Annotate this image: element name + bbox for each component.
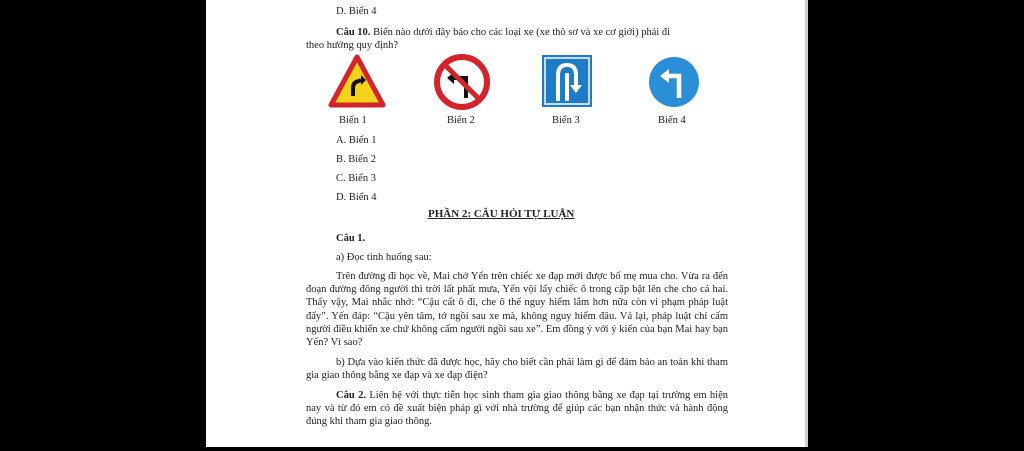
question-10-line1: [336, 26, 670, 39]
option-c: C. Biển 3: [336, 173, 376, 184]
question-2-text: Liên hệ với thực tiễn học sinh tham gia giao thông bằng xe đạp tại trường em hiện nay và từ đó em có đề xuất biện pháp gì với nhà trường để giúp các bạn nhận thức và hành động đúng khi tham gia giao thông.: [306, 390, 728, 428]
question-10-label: Câu 10.: [336, 27, 371, 38]
sign-1-caption: Biển 1: [339, 115, 367, 126]
sign-3-caption: Biển 3: [552, 115, 580, 126]
question-2: [306, 389, 728, 429]
turn-left-mandatory-sign-icon: [648, 56, 700, 108]
option-d: D. Biển 4: [336, 192, 377, 203]
no-left-turn-sign-icon: [434, 54, 490, 110]
u-turn-lane-sign-icon: [542, 55, 592, 107]
question-1a: a) Đọc tình huống sau:: [336, 252, 432, 263]
question-1-label: Câu 1.: [336, 233, 366, 244]
document-page: [206, 0, 808, 447]
question-2-label: Câu 2.: [336, 390, 366, 401]
question-10-text1: Biển nào dưới đây báo cho các loại xe (xe thô sơ và xe cơ giới) phải đi: [370, 27, 671, 38]
sign-4-caption: Biển 4: [658, 115, 686, 126]
question-1b: b) Dựa vào kiến thức đã được học, hãy cho biết cần phải làm gì để đảm bảo an toàn khi tham gia giao thông bằng xe đạp và xe đạp điện?: [306, 357, 728, 382]
left-curve-warning-sign-icon: [328, 54, 386, 108]
option-d-previous: D. Biển 4: [336, 6, 377, 17]
option-a: A. Biển 1: [336, 135, 377, 146]
part-2-heading: PHẦN 2: CÂU HỎI TỰ LUẬN: [428, 208, 575, 220]
question-10-line2: theo hướng quy định?: [306, 40, 399, 51]
sign-2-caption: Biển 2: [447, 115, 475, 126]
option-b: B. Biển 2: [336, 154, 376, 165]
question-1-story: Trên đường đi học về, Mai chở Yến trên chiếc xe đạp mới được bố mẹ mua cho. Vừa ra đến đoạn đường đông người thì trời lất phất mưa, Yến vội lấy chiếc ô trong cặp bật lên che cho cả hai. Thấy vậy, Mai nhắc nhở: “Cậu cất ô đi, che ô thế nguy hiểm lắm hơn nữa còn vi phạm pháp luật đấy”. Yến đáp: “Cậu yên tâm, tớ ngồi sau xe mà, không nguy hiểm đâu. Vả lại, pháp luật chỉ cấm người điều khiển xe chứ không cấm người ngồi sau xe”. Em đồng ý với ý kiến của bạn Mai hay bạn Yến? Vì sao?: [306, 271, 728, 349]
